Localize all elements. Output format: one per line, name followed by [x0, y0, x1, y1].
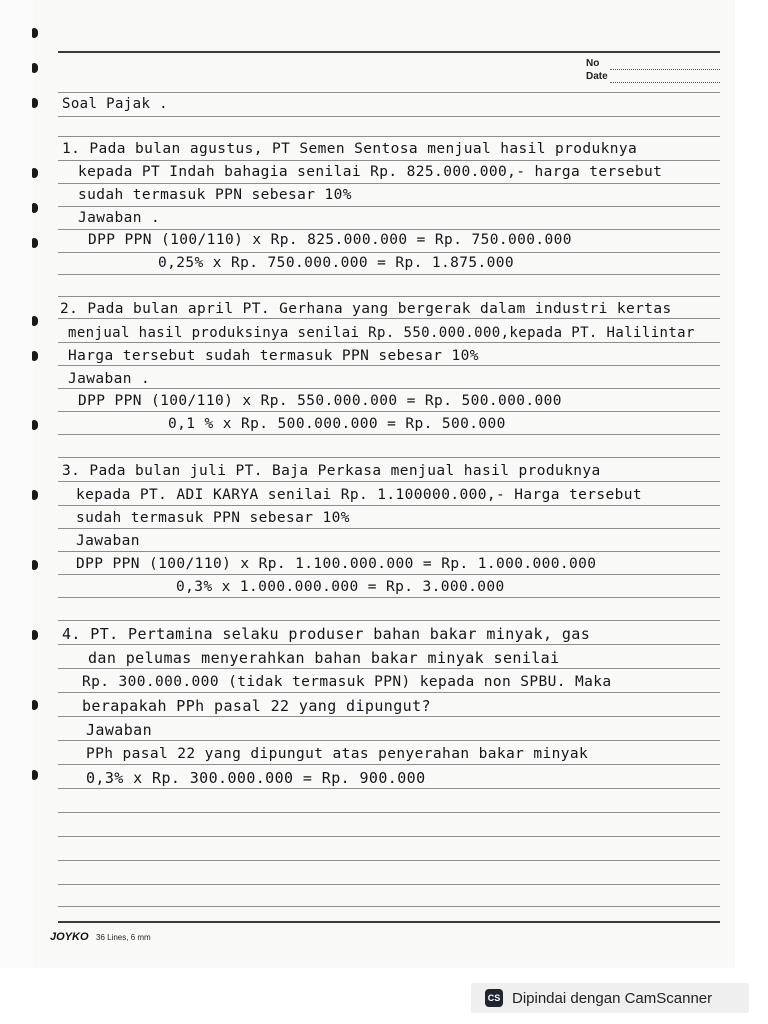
answer-3-calc-1: DPP PPN (100/110) x Rp. 1.100.000.000 = Rp. 1.000.000.000 [76, 556, 597, 572]
ruled-line [58, 860, 720, 861]
binding-hole [32, 168, 38, 178]
ruled-line [58, 274, 720, 275]
question-2-line-3: Harga tersebut sudah termasuk PPN sebesar 10% [68, 348, 479, 364]
ruled-line [58, 365, 720, 366]
ruled-line [58, 136, 720, 137]
ruled-line [58, 229, 720, 230]
ruled-line [58, 836, 720, 837]
page-top-rule [58, 51, 720, 53]
ruled-line [58, 342, 720, 343]
binding-hole [32, 98, 38, 108]
binding-hole [32, 560, 38, 570]
ruled-line [58, 434, 720, 435]
question-1-line-2: kepada PT Indah bahagia senilai Rp. 825.000.000,- harga tersebut [78, 164, 663, 180]
ruled-line [58, 116, 720, 117]
notebook-line-spec: 36 Lines, 6 mm [96, 933, 151, 942]
ruled-line [58, 812, 720, 813]
ruled-line [58, 764, 720, 765]
binding-hole [32, 351, 38, 361]
question-4-line-4: berapakah PPh pasal 22 yang dipungut? [82, 697, 431, 715]
question-3-line-2: kepada PT. ADI KARYA senilai Rp. 1.100000.000,- Harga tersebut [76, 487, 643, 503]
answer-2-calc-1: DPP PPN (100/110) x Rp. 550.000.000 = Rp. 500.000.000 [78, 393, 562, 409]
question-1-line-3: sudah termasuk PPN sebesar 10% [78, 187, 352, 203]
heading-soal-pajak: Soal Pajak . [62, 96, 168, 112]
ruled-line [58, 505, 720, 506]
ruled-line [58, 692, 720, 693]
ruled-line [58, 620, 720, 621]
question-2-line-2: menjual hasil produksinya senilai Rp. 550.000.000,kepada PT. Halilintar [68, 325, 695, 341]
answer-3-label: Jawaban [76, 533, 140, 549]
ruled-line [58, 906, 720, 907]
binding-hole [32, 28, 38, 38]
camscanner-logo-icon: CS [485, 989, 503, 1007]
camscanner-watermark [471, 983, 749, 1013]
question-3-line-1: 3. Pada bulan juli PT. Baja Perkasa menjual hasil produknya [62, 463, 601, 479]
ruled-line [58, 296, 720, 297]
ruled-line [58, 528, 720, 529]
ruled-line [58, 574, 720, 575]
question-1-line-1: 1. Pada bulan agustus, PT Semen Sentosa menjual hasil produknya [62, 141, 638, 157]
ruled-line [58, 252, 720, 253]
notebook-binding [0, 0, 33, 968]
ruled-line [58, 206, 720, 207]
answer-1-calc-2: 0,25% x Rp. 750.000.000 = Rp. 1.875.000 [158, 255, 515, 271]
binding-hole [32, 316, 38, 326]
ruled-line [58, 318, 720, 319]
ruled-line [58, 644, 720, 645]
answer-1-calc-1: DPP PPN (100/110) x Rp. 825.000.000 = Rp. 750.000.000 [88, 232, 572, 248]
binding-hole [32, 203, 38, 213]
question-4-line-3: Rp. 300.000.000 (tidak termasuk PPN) kepada non SPBU. Maka [82, 674, 612, 690]
answer-1-label: Jawaban . [78, 210, 161, 226]
notebook-brand: JOYKO [50, 931, 89, 943]
answer-3-calc-2: 0,3% x 1.000.000.000 = Rp. 3.000.000 [176, 579, 505, 595]
binding-hole [32, 700, 38, 710]
ruled-line [58, 597, 720, 598]
ruled-line [58, 884, 720, 885]
question-4-line-2: dan pelumas menyerahkan bahan bakar minyak senilai [88, 649, 560, 667]
ruled-line [58, 388, 720, 389]
page-bottom-rule [58, 921, 720, 923]
answer-4-calc-1: PPh pasal 22 yang dipungut atas penyerahan bakar minyak [86, 746, 589, 762]
ruled-line [58, 551, 720, 552]
no-label: No [586, 58, 600, 69]
question-2-line-1: 2. Pada bulan april PT. Gerhana yang bergerak dalam industri kertas [60, 301, 672, 317]
ruled-line [58, 716, 720, 717]
ruled-line [58, 740, 720, 741]
date-label: Date [586, 71, 608, 82]
answer-4-calc-2: 0,3% x Rp. 300.000.000 = Rp. 900.000 [86, 769, 426, 787]
binding-hole [32, 770, 38, 780]
date-dots [610, 82, 720, 83]
no-dots [610, 69, 720, 70]
answer-2-calc-2: 0,1 % x Rp. 500.000.000 = Rp. 500.000 [168, 416, 506, 432]
ruled-line [58, 788, 720, 789]
ruled-line [58, 92, 720, 93]
ruled-line [58, 183, 720, 184]
binding-hole [32, 420, 38, 430]
ruled-line [58, 160, 720, 161]
question-3-line-3: sudah termasuk PPN sebesar 10% [76, 510, 350, 526]
camscanner-text: Dipindai dengan CamScanner [512, 989, 713, 1007]
binding-hole [32, 630, 38, 640]
answer-4-label: Jawaban [86, 721, 153, 739]
binding-hole [32, 238, 38, 248]
ruled-line [58, 411, 720, 412]
binding-hole [32, 63, 38, 73]
ruled-line [58, 668, 720, 669]
answer-2-label: Jawaban . [68, 371, 151, 387]
ruled-line [58, 481, 720, 482]
ruled-line [58, 457, 720, 458]
binding-hole [32, 490, 38, 500]
question-4-line-1: 4. PT. Pertamina selaku produser bahan bakar minyak, gas [62, 625, 591, 643]
